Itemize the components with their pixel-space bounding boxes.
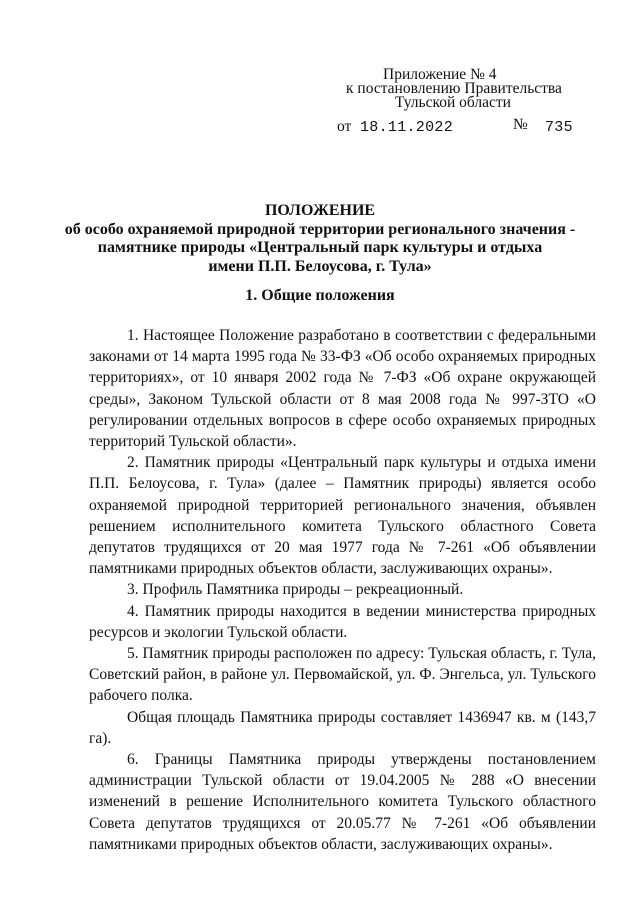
appendix-reference: к постановлению Правительства bbox=[346, 80, 562, 97]
paragraph-5: 5. Памятник природы расположен по адресу: Тульская область, г. Тула, Советский район, в районе ул. Первомайской, ул. Ф. Энгельса, ул. Тульского рабочего полка. bbox=[89, 645, 596, 705]
document-title bbox=[60, 202, 580, 276]
paragraph-area: Общая площадь Памятника природы составляет 1436947 кв. м (143,7 га). bbox=[89, 708, 596, 747]
appendix-region: Тульской области bbox=[395, 94, 511, 111]
title-line-4: имени П.П. Белоусова, г. Тула» bbox=[208, 257, 432, 275]
paragraph-6: 6. Границы Памятника природы утверждены постановлением администрации Тульской области от 19.04.2005 № 288 «О внесении изменений в решение Исполнительного комитета Тульского областного Совета депутатов трудящихся от 20.05.77 № 7-261 «Об объявлении памятниками природных объектов области, заслуживающих охраны». bbox=[89, 751, 596, 853]
paragraph-3: 3. Профиль Памятника природы – рекреационный. bbox=[127, 581, 464, 599]
title-line-3: памятнике природы «Центральный парк культуры и отдыха bbox=[97, 239, 543, 256]
document-date: 18.11.2022 bbox=[360, 119, 454, 136]
appendix-title: Приложение № 4 bbox=[383, 66, 497, 83]
document-body bbox=[89, 325, 596, 855]
title-line-1: ПОЛОЖЕНИЕ bbox=[264, 202, 376, 219]
paragraph-1: 1. Настоящее Положение разработано в соответствии с федеральными законами от 14 марта 1995 года № 33-ФЗ «Об особо охраняемых природных территориях», от 10 января 2002 года № 7-ФЗ «Об охране окружающей среды», Законом Тульской области от 8 мая 2008 года № 997-ЗТО «О регулировании отдельных вопросов в сфере особо охраняемых природных территорий Тульской области». bbox=[89, 327, 596, 451]
document-number: 735 bbox=[545, 119, 573, 136]
section-heading: 1. Общие положения bbox=[245, 287, 395, 304]
paragraph-2: 2. Памятник природы «Центральный парк культуры и отдыха имени П.П. Белоусова, г. Тула» (далее – Памятник природы) является особо охраняемой природной территорией регионального значения, объявлен решением исполнительного комитета Тульского областного Совета депутатов трудящихся от 20 мая 1977 года № 7-261 «Об объявлении памятниками природных объектов области, заслуживающих охраны». bbox=[89, 454, 596, 578]
paragraph-4: 4. Памятник природы находится в ведении министерства природных ресурсов и экологии Тульской области. bbox=[89, 602, 596, 641]
date-prefix: от bbox=[337, 118, 352, 135]
number-symbol: № bbox=[513, 116, 528, 133]
title-line-2: об особо охраняемой природной территории регионального значения - bbox=[64, 220, 576, 238]
